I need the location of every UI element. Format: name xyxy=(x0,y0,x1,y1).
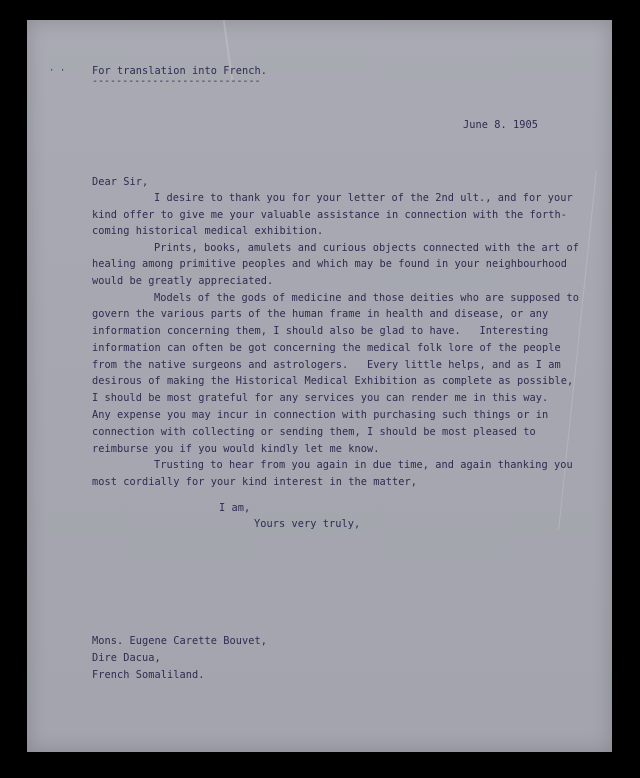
closing-signoff: Yours very truly, xyxy=(254,518,361,530)
body-line: Prints, books, amulets and curious objects connected with the art of xyxy=(154,242,579,254)
body-line: information concerning them, I should also be glad to have. Interesting xyxy=(92,325,549,337)
heading-underline: ---------------------------- xyxy=(92,76,261,87)
translation-heading: For translation into French. xyxy=(92,65,267,77)
body-line: connection with collecting or sending them, I should be most pleased to xyxy=(92,426,536,438)
letter-date: June 8. 1905 xyxy=(463,119,538,131)
paper-crease xyxy=(558,171,597,529)
body-line: would be greatly appreciated. xyxy=(92,275,274,287)
closing-i-am: I am, xyxy=(219,502,251,514)
body-line: coming historical medical exhibition. xyxy=(92,225,324,237)
address-line: French Somaliland. xyxy=(92,669,205,681)
body-line: most cordially for your kind interest in the matter, xyxy=(92,476,417,488)
punch-mark: · · xyxy=(49,66,66,76)
body-line: Any expense you may incur in connection with purchasing such things or in xyxy=(92,409,549,421)
salutation: Dear Sir, xyxy=(92,176,149,188)
body-line: desirous of making the Historical Medical Exhibition as complete as possible, xyxy=(92,375,574,387)
body-line: govern the various parts of the human frame in health and disease, or any xyxy=(92,308,549,320)
body-line: Trusting to hear from you again in due time, and again thanking you xyxy=(154,459,573,471)
body-line: I desire to thank you for your letter of the 2nd ult., and for your xyxy=(154,192,573,204)
address-line: Dire Dacua, xyxy=(92,652,161,664)
body-line: healing among primitive peoples and which may be found in your neighbourhood xyxy=(92,258,567,270)
body-line: Models of the gods of medicine and those deities who are supposed to xyxy=(154,292,579,304)
body-line: information can often be got concerning the medical folk lore of the people xyxy=(92,342,561,354)
address-line: Mons. Eugene Carette Bouvet, xyxy=(92,635,267,647)
body-line: reimburse you if you would kindly let me know. xyxy=(92,443,380,455)
body-line: from the native surgeons and astrologers. Every little helps, and as I am xyxy=(92,359,561,371)
body-line: I should be most grateful for any services you can render me in this way. xyxy=(92,392,549,404)
body-line: kind offer to give me your valuable assistance in connection with the forth- xyxy=(92,209,567,221)
